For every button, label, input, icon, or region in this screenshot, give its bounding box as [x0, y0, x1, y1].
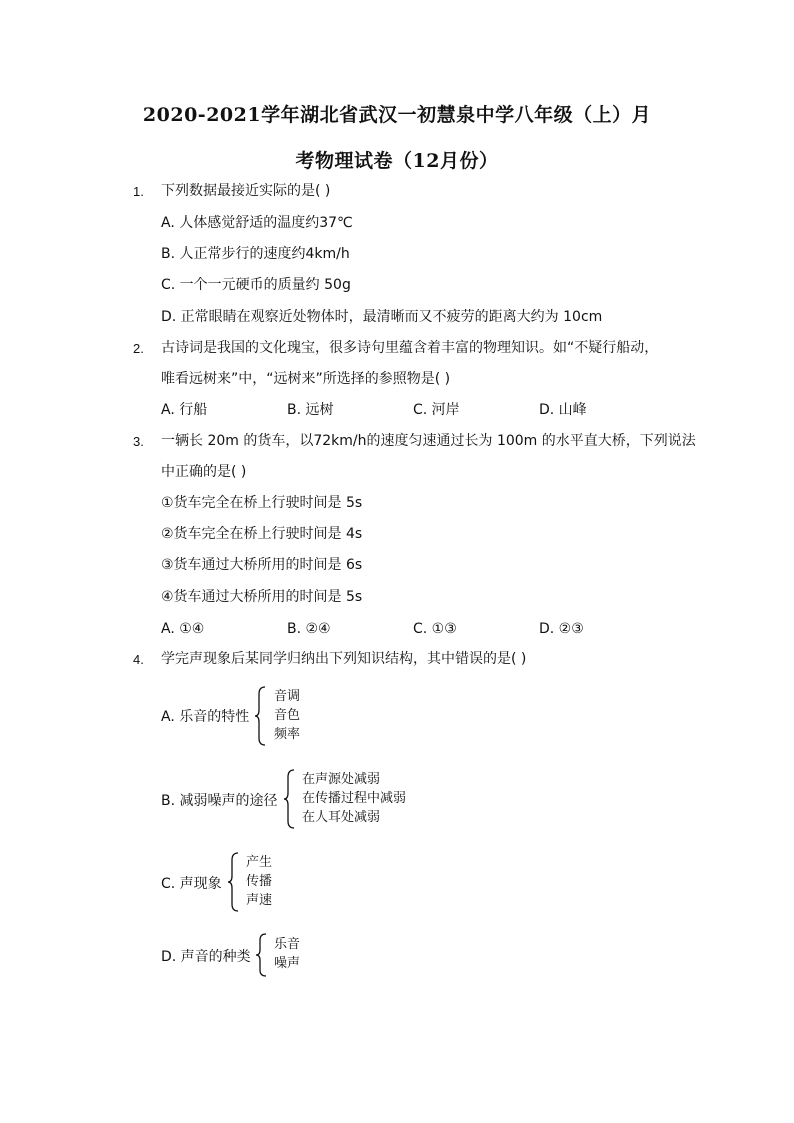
group-item: 传播	[246, 874, 273, 889]
question-number: 1.	[133, 184, 144, 199]
option-c: C. 一个一元硬币的质量约 50g	[161, 277, 351, 293]
question-stem-line-2: 唯看远树来”中，“远树来”所选择的参照物是( )	[161, 371, 451, 387]
left-brace-icon	[227, 852, 241, 912]
group-item: 在人耳处减弱	[302, 810, 381, 825]
statement-3: ③货车通过大桥所用的时间是 6s	[161, 557, 363, 573]
question-stem: 下列数据最接近实际的是( )	[161, 183, 331, 199]
group-items	[274, 687, 300, 744]
group-item: 产生	[246, 855, 273, 870]
group-item: 音色	[274, 708, 301, 723]
option-a: A. 行船	[161, 402, 208, 418]
group-item: 噪声	[274, 956, 301, 971]
option-b: B. 远树	[287, 402, 334, 418]
statement-2: ②货车完全在桥上行驶时间是 4s	[161, 526, 363, 542]
group-item: 乐音	[274, 937, 301, 952]
left-brace-icon	[255, 933, 269, 977]
group-item: 频率	[274, 727, 301, 742]
option-b: B. ②④	[287, 621, 331, 637]
left-brace-icon	[254, 686, 268, 746]
option-d: D. ②③	[539, 621, 584, 637]
question-stem-line-2: 中正确的是( )	[161, 464, 247, 480]
group-item: 在传播过程中减弱	[302, 791, 407, 806]
group-label: B. 减弱噪声的途径	[161, 793, 278, 809]
option-a: A. 人体感觉舒适的温度约37℃	[161, 215, 353, 231]
question-stem: 学完声现象后某同学归纳出下列知识结构，其中错误的是( )	[161, 651, 527, 667]
exam-title-line-2: 考物理试卷（12月份）	[295, 150, 499, 172]
question-number: 4.	[133, 652, 144, 667]
statement-4: ④货车通过大桥所用的时间是 5s	[161, 589, 363, 605]
group-items	[302, 770, 406, 827]
group-items	[246, 853, 272, 910]
option-c: C. ①③	[413, 621, 457, 637]
option-c: C. 河岸	[413, 402, 460, 418]
option-d: D. 正常眼睛在观察近处物体时，最清晰而又不疲劳的距离大约为 10cm	[161, 309, 603, 325]
group-item: 音调	[274, 689, 301, 704]
question-stem-line-1: 一辆长 20m 的货车，以72km/h的速度匀速通过长为 100m 的水平直大桥，下列说法	[161, 433, 696, 449]
group-item: 在声源处减弱	[302, 772, 381, 787]
statement-1: ①货车完全在桥上行驶时间是 5s	[161, 495, 363, 511]
question-number: 2.	[133, 341, 144, 356]
group-label: A. 乐音的特性	[161, 709, 250, 725]
option-b: B. 人正常步行的速度约4km/h	[161, 246, 350, 262]
group-items	[274, 935, 300, 973]
group-label: C. 声现象	[161, 876, 222, 892]
option-d: D. 山峰	[539, 402, 587, 418]
group-item: 声速	[246, 893, 273, 908]
group-label: D. 声音的种类	[161, 949, 251, 965]
question-number: 3.	[133, 434, 144, 449]
left-brace-icon	[283, 769, 297, 829]
question-stem-line-1: 古诗词是我国的文化瑰宝，很多诗句里蕴含着丰富的物理知识。如“不疑行船动，	[161, 340, 659, 356]
exam-title-line-1: 2020-2021学年湖北省武汉一初慧泉中学八年级（上）月	[142, 104, 652, 126]
option-a: A. ①④	[161, 621, 205, 637]
